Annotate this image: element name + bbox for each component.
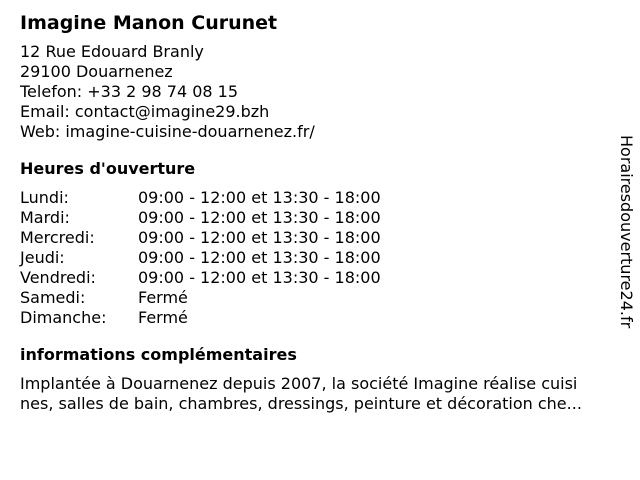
hours-row [20,208,632,228]
hours-day: Jeudi: [20,248,65,267]
hours-row [20,308,632,328]
hours-day: Lundi: [20,188,69,207]
hours-day: Mercredi: [20,228,95,247]
hours-row [20,228,632,248]
business-name: Imagine Manon Curunet [20,12,278,34]
info-description [20,374,632,414]
info-heading: informations complémentaires [20,345,297,364]
hours-time: 09:00 - 12:00 et 13:30 - 18:00 [138,268,381,287]
hours-time: 09:00 - 12:00 et 13:30 - 18:00 [138,208,381,227]
info-line: Implantée à Douarnenez depuis 2007, la société Imagine réalise cuisi [20,374,578,393]
phone-line: Telefon: +33 2 98 74 08 15 [20,82,239,101]
hours-row [20,288,632,308]
hours-row [20,248,632,268]
hours-time: 09:00 - 12:00 et 13:30 - 18:00 [138,228,381,247]
hours-day: Mardi: [20,208,70,227]
hours-heading: Heures d'ouverture [20,159,196,178]
hours-time: 09:00 - 12:00 et 13:30 - 18:00 [138,248,381,267]
business-card [20,10,632,414]
hours-row [20,188,632,208]
site-watermark [610,135,638,345]
address-block [20,42,632,142]
address-street: 12 Rue Edouard Branly [20,42,204,61]
hours-day: Samedi: [20,288,86,307]
hours-time: Fermé [138,288,188,307]
hours-time: Fermé [138,308,188,327]
hours-time: 09:00 - 12:00 et 13:30 - 18:00 [138,188,381,207]
address-city: 29100 Douarnenez [20,62,173,81]
hours-day: Dimanche: [20,308,107,327]
hours-row [20,268,632,288]
hours-table [20,188,632,328]
website-line: Web: imagine-cuisine-douarnenez.fr/ [20,122,315,141]
hours-day: Vendredi: [20,268,96,287]
email-line: Email: contact@imagine29.bzh [20,102,270,121]
info-line: nes, salles de bain, chambres, dressings, peinture et décoration che... [20,394,582,413]
watermark-text: Horairesdouverture24.fr [617,135,636,329]
